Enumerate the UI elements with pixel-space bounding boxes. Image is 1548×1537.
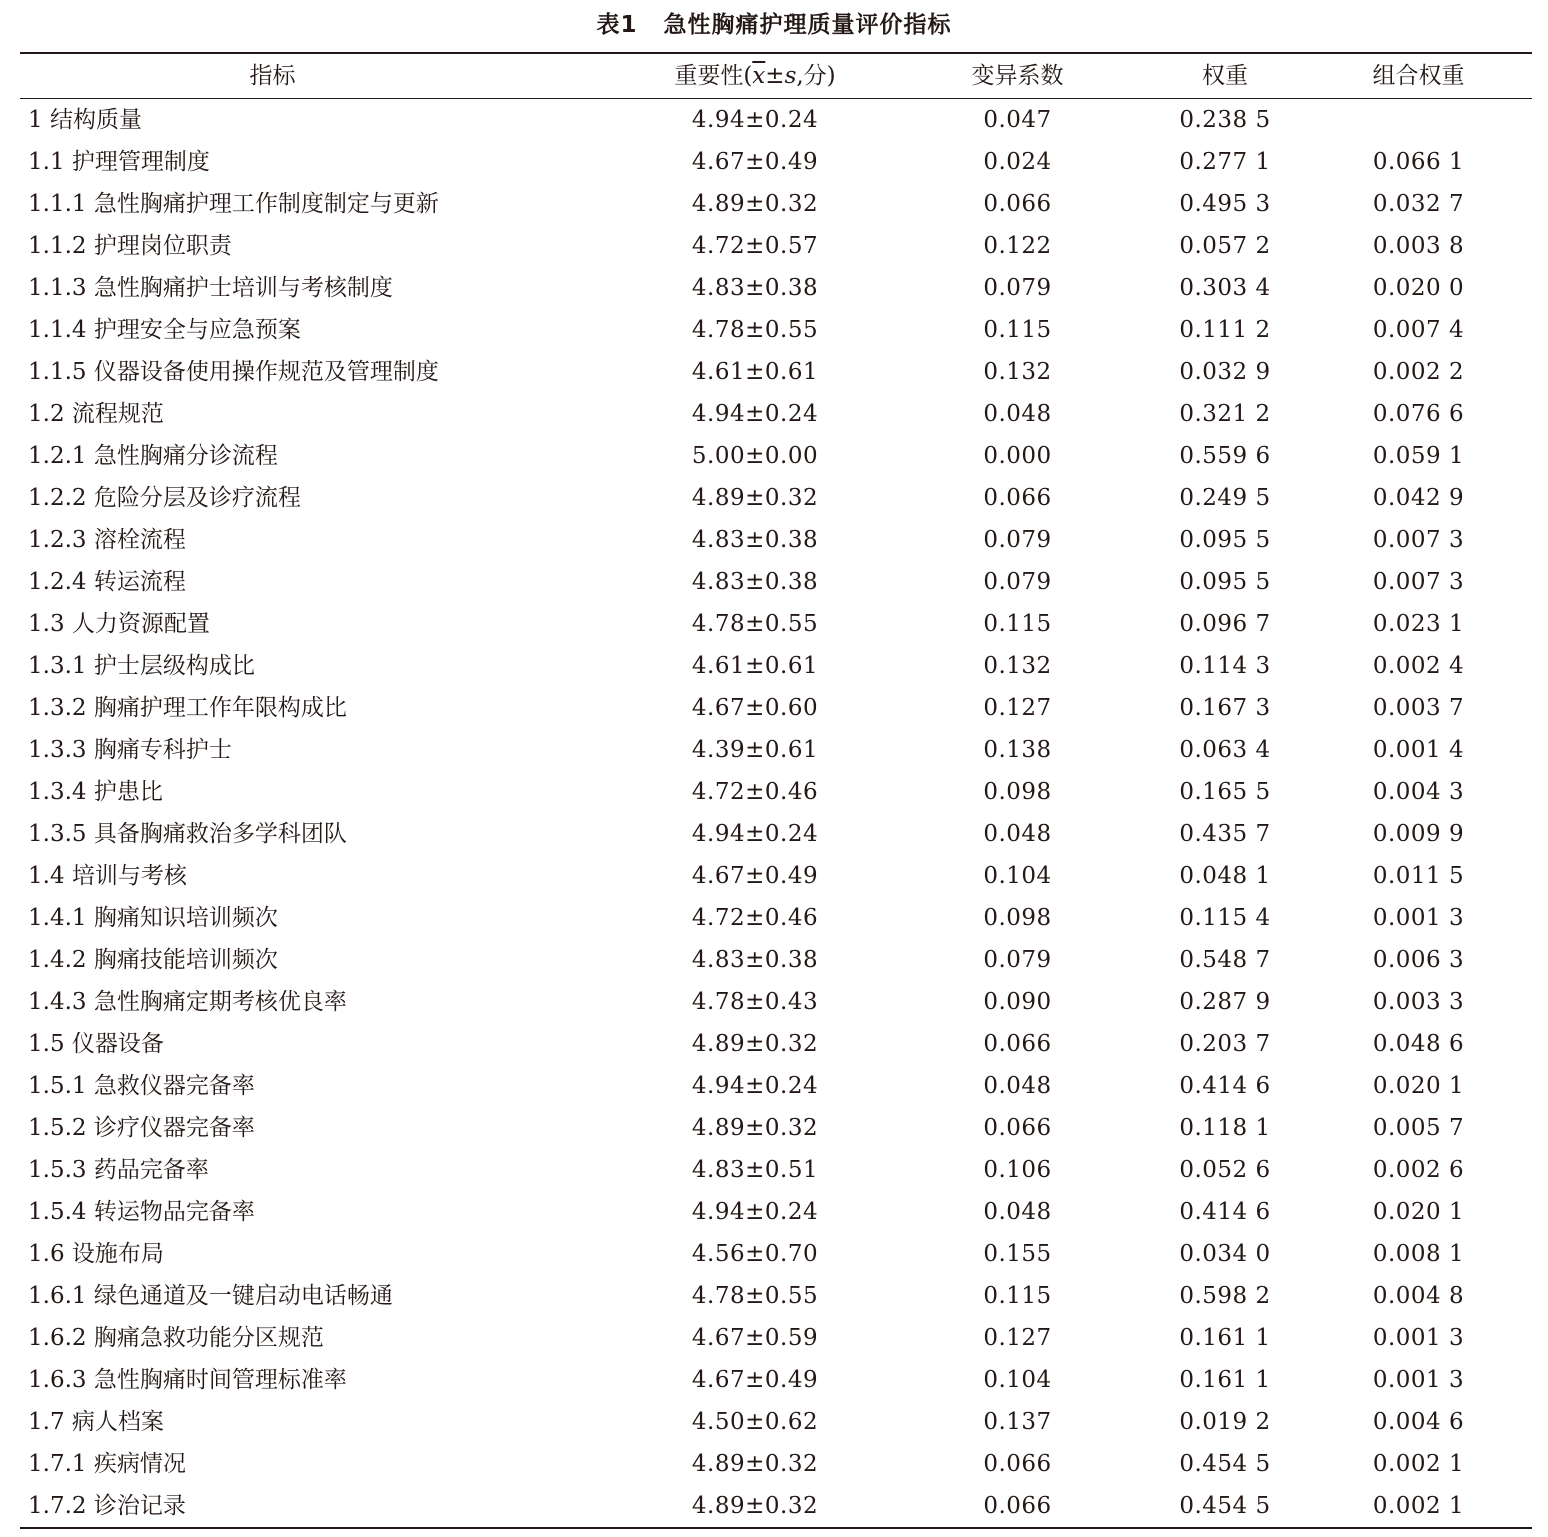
table-row — [20, 603, 1532, 645]
cv-cell: 0.132 — [983, 359, 1052, 385]
weight-cell: 0.167 3 — [1179, 695, 1271, 721]
indicator-cell: 1.4.3 急性胸痛定期考核优良率 — [28, 989, 347, 1015]
cv-cell: 0.104 — [983, 863, 1052, 889]
weight-cell: 0.287 9 — [1179, 989, 1271, 1015]
header-importance-s: s — [784, 63, 797, 89]
cv-cell: 0.047 — [983, 107, 1052, 133]
table-row — [20, 1023, 1532, 1065]
indicator-cell: 1.4.2 胸痛技能培训频次 — [28, 947, 278, 973]
table-row — [20, 141, 1532, 183]
weight-cell: 0.118 1 — [1179, 1115, 1271, 1141]
weight-cell: 0.414 6 — [1179, 1073, 1271, 1099]
combined-weight-cell: 0.011 5 — [1372, 863, 1465, 889]
cv-cell: 0.079 — [983, 569, 1052, 595]
combined-weight-cell: 0.001 3 — [1372, 1325, 1465, 1351]
weight-cell: 0.321 2 — [1179, 401, 1271, 427]
header-indicator: 指标 — [249, 63, 296, 89]
cv-cell: 0.066 — [983, 1451, 1052, 1477]
weight-cell: 0.559 6 — [1179, 443, 1271, 469]
table-row — [20, 225, 1532, 267]
indicator-cell: 1.1.5 仪器设备使用操作规范及管理制度 — [28, 359, 439, 385]
indicator-cell: 1.2.2 危险分层及诊疗流程 — [28, 485, 301, 511]
importance-cell: 4.50±0.62 — [691, 1409, 819, 1435]
table-row — [20, 645, 1532, 687]
weight-cell: 0.048 1 — [1179, 863, 1271, 889]
indicator-cell: 1.3.5 具备胸痛救治多学科团队 — [28, 821, 347, 847]
cv-cell: 0.048 — [983, 1199, 1052, 1225]
table-row — [20, 1359, 1532, 1401]
cv-cell: 0.098 — [983, 779, 1052, 805]
indicator-cell: 1.2.1 急性胸痛分诊流程 — [28, 443, 278, 469]
cv-cell: 0.066 — [983, 1031, 1052, 1057]
cv-cell: 0.127 — [983, 1325, 1052, 1351]
table-caption — [0, 6, 1548, 44]
indicator-cell: 1.1.2 护理岗位职责 — [28, 233, 232, 259]
indicator-cell: 1.1 护理管理制度 — [28, 149, 210, 175]
combined-weight-cell: 0.004 8 — [1372, 1283, 1465, 1309]
indicator-cell: 1.3.4 护患比 — [28, 779, 163, 805]
cv-cell: 0.079 — [983, 527, 1052, 553]
weight-cell: 0.249 5 — [1179, 485, 1271, 511]
header-importance-prefix: 重要性( — [674, 63, 753, 89]
combined-weight-cell: 0.042 9 — [1372, 485, 1465, 511]
table-row — [20, 477, 1532, 519]
indicator-cell: 1.2.3 溶栓流程 — [28, 527, 186, 553]
importance-cell: 4.78±0.55 — [691, 611, 819, 637]
table-row — [20, 897, 1532, 939]
cv-cell: 0.066 — [983, 1115, 1052, 1141]
weight-cell: 0.238 5 — [1179, 107, 1271, 133]
indicator-cell: 1.1.4 护理安全与应急预案 — [28, 317, 301, 343]
importance-cell: 4.89±0.32 — [691, 1493, 819, 1519]
importance-cell: 4.94±0.24 — [691, 1199, 819, 1225]
combined-weight-cell: 0.005 7 — [1372, 1115, 1465, 1141]
table-row — [20, 519, 1532, 561]
combined-weight-cell: 0.007 3 — [1372, 569, 1465, 595]
combined-weight-cell: 0.004 6 — [1372, 1409, 1465, 1435]
importance-cell: 4.61±0.61 — [691, 359, 819, 385]
table-row — [20, 1149, 1532, 1191]
importance-cell: 4.83±0.51 — [691, 1157, 819, 1183]
table-row — [20, 1107, 1532, 1149]
table-row — [20, 1233, 1532, 1275]
importance-cell: 4.94±0.24 — [691, 821, 819, 847]
weight-cell: 0.161 1 — [1179, 1325, 1271, 1351]
table-row — [20, 351, 1532, 393]
combined-weight-cell: 0.001 3 — [1372, 1367, 1465, 1393]
indicator-cell: 1.3.2 胸痛护理工作年限构成比 — [28, 695, 347, 721]
weight-cell: 0.115 4 — [1179, 905, 1271, 931]
table-header-row — [20, 54, 1532, 99]
importance-cell: 4.72±0.46 — [691, 779, 819, 805]
table-row — [20, 1317, 1532, 1359]
weight-cell: 0.095 5 — [1179, 527, 1271, 553]
table-row — [20, 393, 1532, 435]
cv-cell: 0.132 — [983, 653, 1052, 679]
table-row — [20, 1401, 1532, 1443]
weight-cell: 0.454 5 — [1179, 1451, 1271, 1477]
importance-cell: 4.89±0.32 — [691, 1115, 819, 1141]
weight-cell: 0.454 5 — [1179, 1493, 1271, 1519]
table-row — [20, 1485, 1532, 1527]
table-row — [20, 1275, 1532, 1317]
indicator-cell: 1.5 仪器设备 — [28, 1031, 164, 1057]
importance-cell: 4.67±0.49 — [691, 149, 819, 175]
indicator-cell: 1.5.1 急救仪器完备率 — [28, 1073, 255, 1099]
importance-cell: 4.78±0.43 — [691, 989, 819, 1015]
importance-cell: 4.94±0.24 — [691, 401, 819, 427]
table-row — [20, 981, 1532, 1023]
combined-weight-cell: 0.059 1 — [1372, 443, 1465, 469]
indicator-cell: 1 结构质量 — [28, 107, 142, 133]
weight-cell: 0.495 3 — [1179, 191, 1271, 217]
weight-cell: 0.165 5 — [1179, 779, 1271, 805]
header-weight: 权重 — [1202, 63, 1248, 89]
table-row — [20, 99, 1532, 141]
weight-cell: 0.114 3 — [1179, 653, 1271, 679]
cv-cell: 0.137 — [983, 1409, 1052, 1435]
cv-cell: 0.104 — [983, 1367, 1052, 1393]
combined-weight-cell: 0.020 0 — [1372, 275, 1465, 301]
cv-cell: 0.122 — [983, 233, 1052, 259]
weight-cell: 0.414 6 — [1179, 1199, 1271, 1225]
combined-weight-cell: 0.009 9 — [1372, 821, 1465, 847]
weight-cell: 0.303 4 — [1179, 275, 1271, 301]
cv-cell: 0.155 — [983, 1241, 1052, 1267]
importance-cell: 4.67±0.49 — [691, 1367, 819, 1393]
cv-cell: 0.024 — [983, 149, 1052, 175]
indicator-cell: 1.5.2 诊疗仪器完备率 — [28, 1115, 255, 1141]
cv-cell: 0.115 — [983, 317, 1052, 343]
indicator-cell: 1.3.1 护士层级构成比 — [28, 653, 255, 679]
combined-weight-cell: 0.006 3 — [1372, 947, 1465, 973]
weight-cell: 0.548 7 — [1179, 947, 1271, 973]
importance-cell: 4.94±0.24 — [691, 1073, 819, 1099]
table-row — [20, 939, 1532, 981]
importance-cell: 4.89±0.32 — [691, 1451, 819, 1477]
combined-weight-cell: 0.003 8 — [1372, 233, 1465, 259]
weight-cell: 0.161 1 — [1179, 1367, 1271, 1393]
weight-cell: 0.052 6 — [1179, 1157, 1271, 1183]
weight-cell: 0.019 2 — [1179, 1409, 1271, 1435]
table-row — [20, 309, 1532, 351]
combined-weight-cell: 0.076 6 — [1372, 401, 1465, 427]
combined-weight-cell: 0.002 6 — [1372, 1157, 1465, 1183]
combined-weight-cell: 0.001 3 — [1372, 905, 1465, 931]
importance-cell: 4.83±0.38 — [691, 527, 819, 553]
cv-cell: 0.138 — [983, 737, 1052, 763]
cv-cell: 0.048 — [983, 401, 1052, 427]
cv-cell: 0.000 — [983, 443, 1052, 469]
indicator-cell: 1.5.3 药品完备率 — [28, 1157, 209, 1183]
combined-weight-cell: 0.002 4 — [1372, 653, 1465, 679]
importance-cell: 4.56±0.70 — [691, 1241, 819, 1267]
combined-weight-cell: 0.066 1 — [1372, 149, 1465, 175]
weight-cell: 0.057 2 — [1179, 233, 1271, 259]
importance-cell: 4.61±0.61 — [691, 653, 819, 679]
cv-cell: 0.115 — [983, 1283, 1052, 1309]
combined-weight-cell: 0.020 1 — [1372, 1199, 1465, 1225]
combined-weight-cell: 0.007 4 — [1372, 317, 1465, 343]
weight-cell: 0.034 0 — [1179, 1241, 1271, 1267]
cv-cell: 0.066 — [983, 485, 1052, 511]
cv-cell: 0.106 — [983, 1157, 1052, 1183]
indicator-cell: 1.7.1 疾病情况 — [28, 1451, 186, 1477]
quality-index-table — [20, 52, 1532, 1529]
table-row — [20, 729, 1532, 771]
importance-cell: 4.94±0.24 — [691, 107, 819, 133]
importance-cell: 4.89±0.32 — [691, 485, 819, 511]
combined-weight-cell: 0.001 4 — [1372, 737, 1465, 763]
indicator-cell: 1.5.4 转运物品完备率 — [28, 1199, 255, 1225]
indicator-cell: 1.2.4 转运流程 — [28, 569, 186, 595]
indicator-cell: 1.1.1 急性胸痛护理工作制度制定与更新 — [28, 191, 439, 217]
cv-cell: 0.090 — [983, 989, 1052, 1015]
indicator-cell: 1.6 设施布局 — [28, 1241, 164, 1267]
combined-weight-cell: 0.032 7 — [1372, 191, 1465, 217]
cv-cell: 0.048 — [983, 1073, 1052, 1099]
table-row — [20, 267, 1532, 309]
indicator-cell: 1.2 流程规范 — [28, 401, 164, 427]
cv-cell: 0.048 — [983, 821, 1052, 847]
indicator-cell: 1.6.2 胸痛急救功能分区规范 — [28, 1325, 324, 1351]
combined-weight-cell: 0.004 3 — [1372, 779, 1465, 805]
indicator-cell: 1.4 培训与考核 — [28, 863, 187, 889]
weight-cell: 0.435 7 — [1179, 821, 1271, 847]
header-importance-pm: ± — [765, 63, 785, 89]
table-row — [20, 771, 1532, 813]
indicator-cell: 1.6.3 急性胸痛时间管理标准率 — [28, 1367, 347, 1393]
weight-cell: 0.095 5 — [1179, 569, 1271, 595]
header-cv: 变异系数 — [971, 63, 1064, 89]
weight-cell: 0.277 1 — [1179, 149, 1271, 175]
cv-cell: 0.115 — [983, 611, 1052, 637]
importance-cell: 4.83±0.38 — [691, 275, 819, 301]
combined-weight-cell: 0.008 1 — [1372, 1241, 1465, 1267]
importance-cell: 4.83±0.38 — [691, 569, 819, 595]
table-row — [20, 1065, 1532, 1107]
table-row — [20, 687, 1532, 729]
header-importance-xbar: $\overline{x}$ — [752, 63, 766, 89]
cv-cell: 0.066 — [983, 191, 1052, 217]
table-row — [20, 183, 1532, 225]
weight-cell: 0.598 2 — [1179, 1283, 1271, 1309]
weight-cell: 0.063 4 — [1179, 737, 1271, 763]
combined-weight-cell: 0.003 3 — [1372, 989, 1465, 1015]
importance-cell: 4.72±0.57 — [691, 233, 819, 259]
weight-cell: 0.111 2 — [1179, 317, 1271, 343]
indicator-cell: 1.3.3 胸痛专科护士 — [28, 737, 232, 763]
table-row — [20, 435, 1532, 477]
weight-cell: 0.203 7 — [1179, 1031, 1271, 1057]
table-row — [20, 855, 1532, 897]
table-row — [20, 1191, 1532, 1233]
table-label: 表1 — [596, 12, 638, 38]
combined-weight-cell: 0.048 6 — [1372, 1031, 1465, 1057]
header-importance — [620, 54, 890, 98]
cv-cell: 0.098 — [983, 905, 1052, 931]
importance-cell: 4.67±0.49 — [691, 863, 819, 889]
importance-cell: 4.67±0.59 — [691, 1325, 819, 1351]
importance-cell: 4.78±0.55 — [691, 1283, 819, 1309]
indicator-cell: 1.7.2 诊治记录 — [28, 1493, 186, 1519]
importance-cell: 4.39±0.61 — [691, 737, 819, 763]
importance-cell: 4.83±0.38 — [691, 947, 819, 973]
header-importance-suffix: ,分) — [796, 63, 836, 89]
importance-cell: 4.89±0.32 — [691, 1031, 819, 1057]
combined-weight-cell: 0.007 3 — [1372, 527, 1465, 553]
table-row — [20, 813, 1532, 855]
importance-cell: 5.00±0.00 — [691, 443, 819, 469]
importance-cell: 4.78±0.55 — [691, 317, 819, 343]
importance-cell: 4.89±0.32 — [691, 191, 819, 217]
header-combined-weight: 组合权重 — [1372, 63, 1465, 89]
importance-cell: 4.67±0.60 — [691, 695, 819, 721]
indicator-cell: 1.4.1 胸痛知识培训频次 — [28, 905, 278, 931]
cv-cell: 0.066 — [983, 1493, 1052, 1519]
combined-weight-cell: 0.002 1 — [1372, 1451, 1465, 1477]
combined-weight-cell — [1305, 99, 1532, 141]
combined-weight-cell: 0.003 7 — [1372, 695, 1465, 721]
weight-cell: 0.096 7 — [1179, 611, 1271, 637]
table-row — [20, 561, 1532, 603]
weight-cell: 0.032 9 — [1179, 359, 1271, 385]
importance-cell: 4.72±0.46 — [691, 905, 819, 931]
combined-weight-cell: 0.002 2 — [1372, 359, 1465, 385]
indicator-cell: 1.7 病人档案 — [28, 1409, 164, 1435]
combined-weight-cell: 0.002 1 — [1372, 1493, 1465, 1519]
cv-cell: 0.079 — [983, 275, 1052, 301]
indicator-cell: 1.6.1 绿色通道及一键启动电话畅通 — [28, 1283, 393, 1309]
indicator-cell: 1.1.3 急性胸痛护士培训与考核制度 — [28, 275, 393, 301]
indicator-cell: 1.3 人力资源配置 — [28, 611, 210, 637]
cv-cell: 0.127 — [983, 695, 1052, 721]
combined-weight-cell: 0.023 1 — [1372, 611, 1465, 637]
table-title: 急性胸痛护理质量评价指标 — [663, 12, 952, 38]
cv-cell: 0.079 — [983, 947, 1052, 973]
table-body — [20, 99, 1532, 1527]
combined-weight-cell: 0.020 1 — [1372, 1073, 1465, 1099]
table-row — [20, 1443, 1532, 1485]
